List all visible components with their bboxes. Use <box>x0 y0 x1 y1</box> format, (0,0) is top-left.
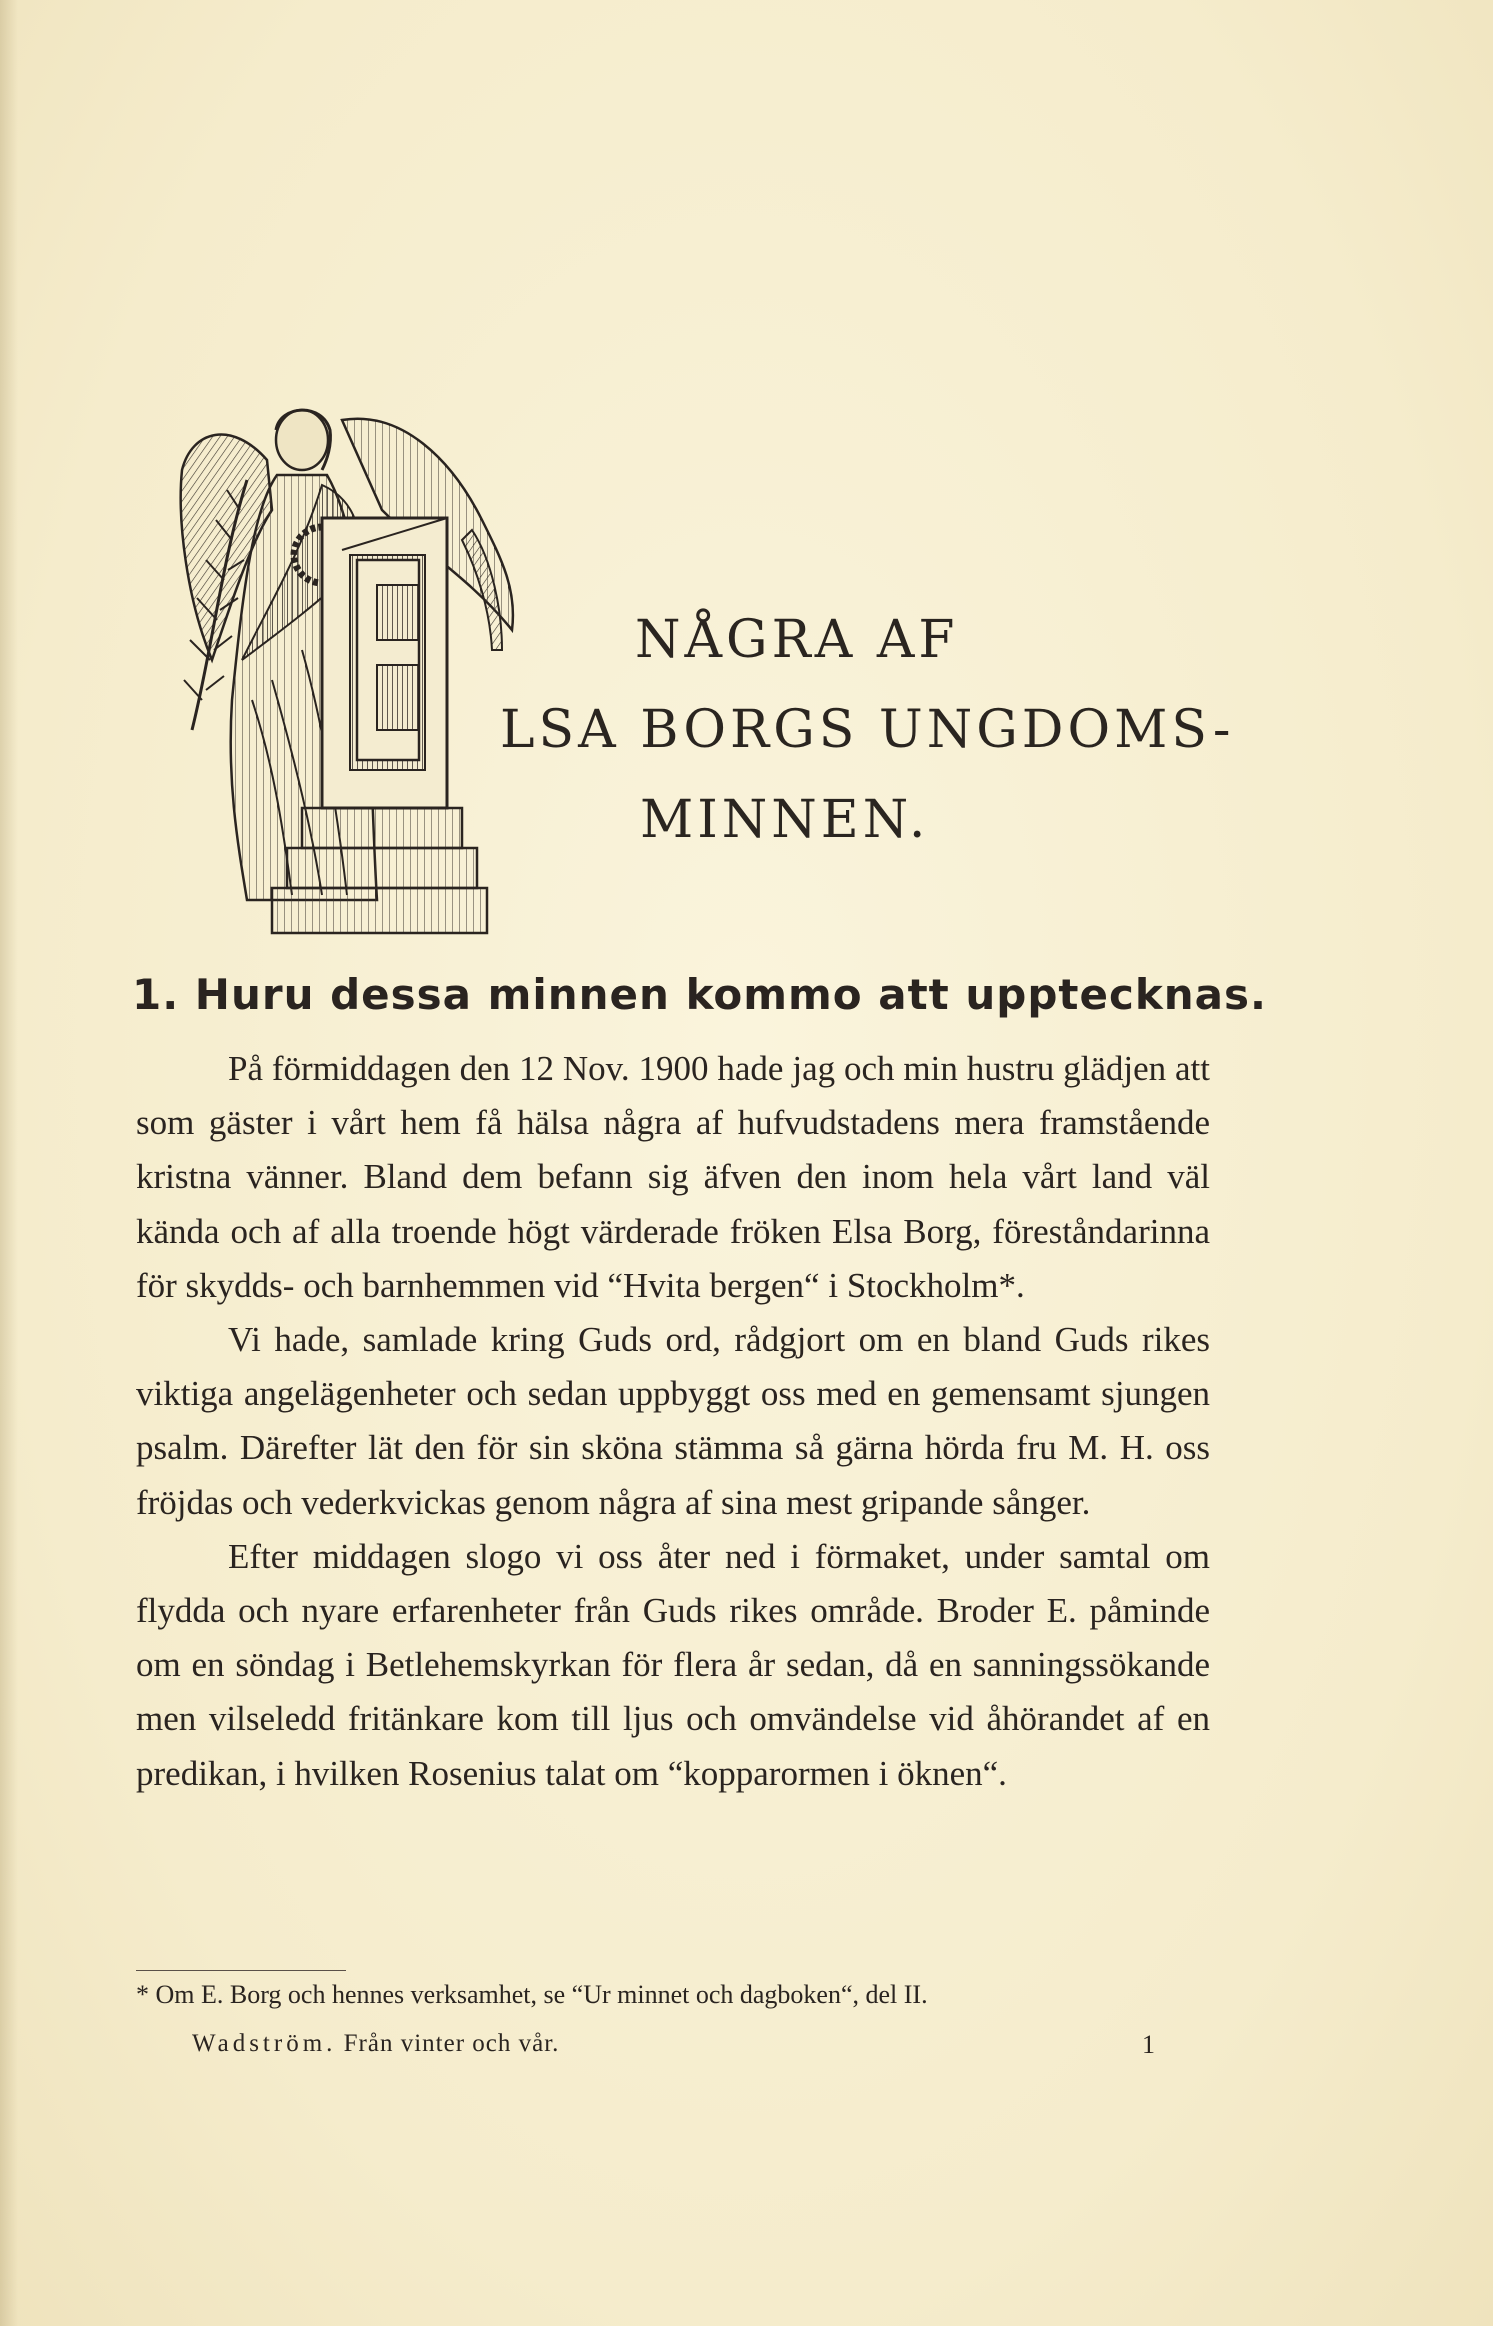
initial-letter-e <box>357 560 419 760</box>
section-heading: 1. Huru dessa minnen kommo att upptecknas. <box>132 970 1267 1019</box>
footer-author: Wadström. <box>192 2030 337 2057</box>
page-number: 1 <box>1142 2030 1155 2059</box>
page-spine-shadow <box>0 0 18 2326</box>
title-line-1: NÅGRA AF <box>635 610 959 670</box>
title-line-2-text: LSA BORGS UNGDOMS- <box>500 700 1235 760</box>
footer-book-title: Från vinter och vår. <box>343 2030 560 2057</box>
body-text <box>136 1042 1210 1801</box>
paragraph-3: Efter middagen slogo vi oss åter ned i förmaket, under samtal om flydda och nyare erfarenheter från Guds rikes område. Broder E. påminde om en söndag i Betlehemskyrkan för flera år sedan, då en sanningssökande men vilseledd fritänkare kom till ljus och omvändelse vid åhörandet af en predikan, i hvilken Rosenius talat om “kopparormen i öknen“. <box>136 1536 1210 1793</box>
title-line-2 <box>500 700 1234 760</box>
footnote-divider <box>136 1970 346 1971</box>
angel-initial-illustration <box>172 400 592 945</box>
running-footer <box>192 2030 559 2058</box>
paragraph-2: Vi hade, samlade kring Guds ord, rådgjort om en bland Guds rikes viktiga angelägenheter och sedan uppbyggt oss med en gemensamt sjungen psalm. Därefter lät den för sin sköna stämma så gärna hörda fru M. H. oss fröjdas och vederkvickas genom några af sina mest gripande sånger. <box>136 1320 1210 1522</box>
footnote: * Om E. Borg och hennes verksamhet, se “Ur minnet och dagboken“, del II. <box>136 1980 928 2009</box>
paragraph-1: På förmiddagen den 12 Nov. 1900 hade jag och min hustru glädjen att som gäster i vårt hem få hälsa några af hufvudstadens mera framstående kristna vänner. Bland dem befann sig äfven den inom hela vårt land väl kända och af alla troende högt värderade fröken Elsa Borg, föreståndarinna för skydds- och barnhemmen vid “Hvita bergen“ i Stockholm*. <box>136 1049 1210 1305</box>
title-line-3: MINNEN. <box>640 790 930 850</box>
